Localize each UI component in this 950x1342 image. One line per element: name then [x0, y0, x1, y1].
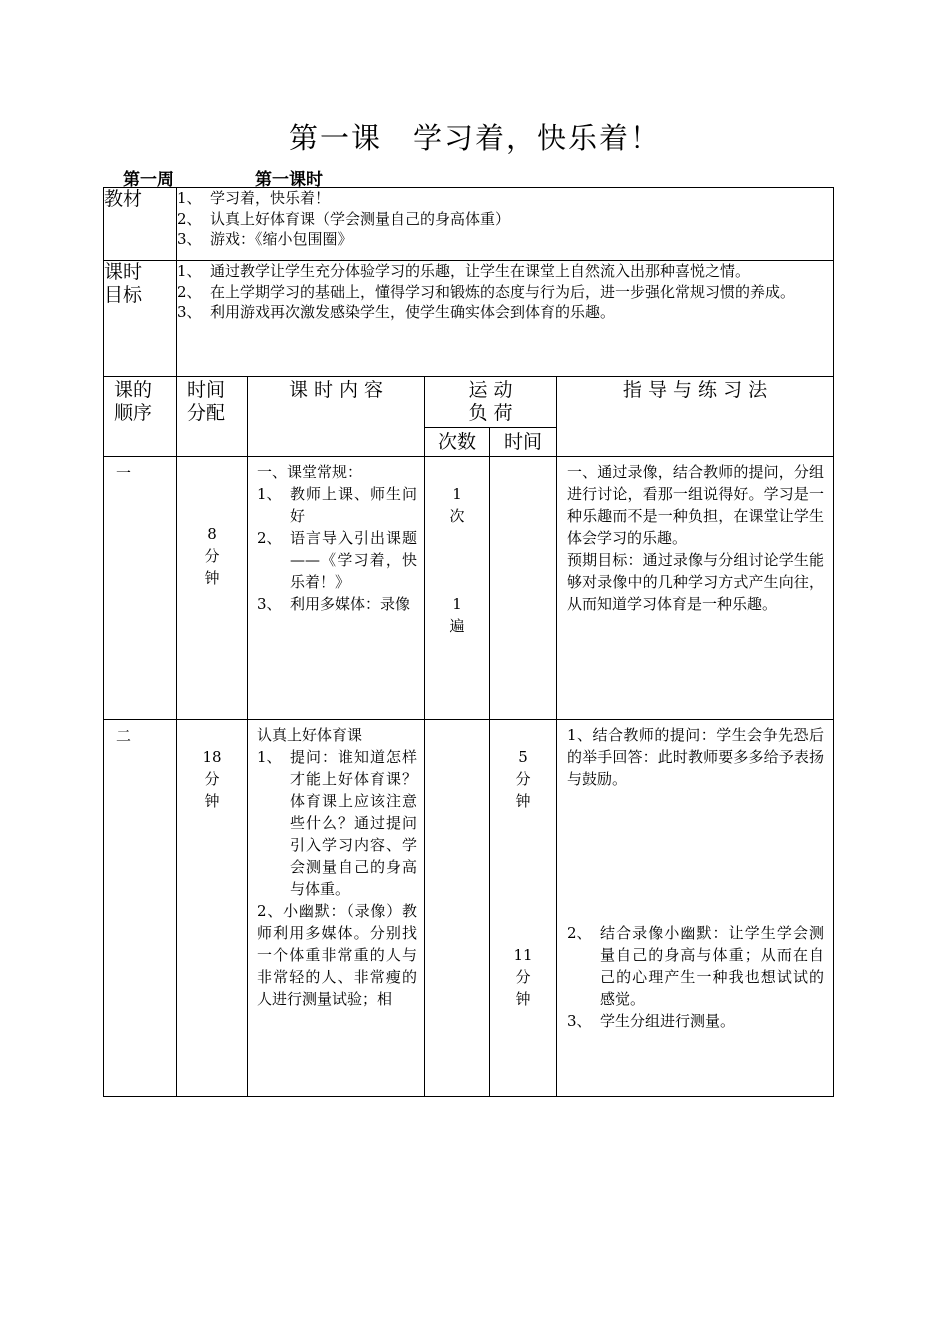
material-item: 3、 游戏：《缩小包围圈》	[177, 230, 353, 248]
table-row	[104, 457, 834, 720]
material-item: 2、 认真上好体育课（学会测量自己的身高体重）	[177, 209, 511, 228]
material-item: 1、 学习着，快乐着！	[177, 189, 331, 207]
period-label: 第一课时	[255, 170, 323, 190]
goals-label: 课时 目标	[104, 261, 177, 377]
page-title: 第一课 学习着，快乐着！	[288, 121, 661, 155]
row-count: 1 次 1 遍	[425, 457, 490, 720]
row-duration: 5 分 钟 11 分 钟	[490, 720, 557, 1097]
row-time-alloc: 18 分 钟	[177, 720, 248, 1097]
material-row	[104, 188, 834, 261]
goal-item: 2、 在上学期学习的基础上，懂得学习和锻炼的态度与行为后，进一步强化常规习惯的养成。	[177, 282, 796, 301]
header-content: 课 时 内 容	[248, 377, 425, 457]
header-duration: 时间	[490, 428, 557, 457]
row-order: 一	[104, 457, 177, 720]
header-load: 运 动 负 荷	[425, 377, 557, 428]
row-guide: 一、通过录像，结合教师的提问，分组进行讨论，看那一组说得好。学习是一种乐趣而不是一种负担，在课堂让学生体会学习的乐趣。 预期目标：通过录像与分组讨论学生能够对录像中的几种学习方式产生向往，从而知道学习体育是一种乐趣。	[557, 457, 834, 720]
week-label: 第一周	[123, 170, 174, 190]
row-content: 一、课堂常规： 1、 教师上课、师生问好 2、 语言导入引出课题——《学习着，快乐着！》 3、 利用多媒体：录像	[248, 457, 425, 720]
table-row	[104, 720, 834, 1097]
header-time: 时间 分配	[177, 377, 248, 457]
material-list	[177, 188, 834, 261]
row-content: 认真上好体育课 1、 提问：谁知道怎样才能上好体育课？体育课上应该注意些什么？通过提问引入学习内容、学会测量自己的身高与体重。 2、小幽默：（录像）教师利用多媒体。分别找一个体重非常重的人与非常轻的人、非常瘦的人进行测量试验；相	[248, 720, 425, 1097]
goal-item: 3、 利用游戏再次激发感染学生，使学生确实体会到体育的乐趣。	[177, 303, 616, 321]
goals-list	[177, 261, 834, 377]
row-guide: 1、结合教师的提问：学生会争先恐后的举手回答：此时教师要多多给予表扬与鼓励。 2、 结合录像小幽默：让学生学会测量自己的身高与体重；从而在自己的心理产生一种我也想试试的感觉。 3、 学生分组进行测量。	[557, 720, 834, 1097]
header-row	[104, 377, 834, 428]
goals-row	[104, 261, 834, 377]
header-count: 次数	[425, 428, 490, 457]
header-order: 课的 顺序	[104, 377, 177, 457]
lesson-plan-table	[103, 187, 834, 1097]
header-guide: 指 导 与 练 习 法	[557, 377, 834, 457]
row-count	[425, 720, 490, 1097]
row-time-alloc: 8 分 钟	[177, 457, 248, 720]
goal-item: 1、 通过教学让学生充分体验学习的乐趣，让学生在课堂上自然流入出那种喜悦之情。	[177, 262, 751, 280]
row-duration	[490, 457, 557, 720]
material-label: 教材	[104, 188, 177, 261]
row-order: 二	[104, 720, 177, 1097]
